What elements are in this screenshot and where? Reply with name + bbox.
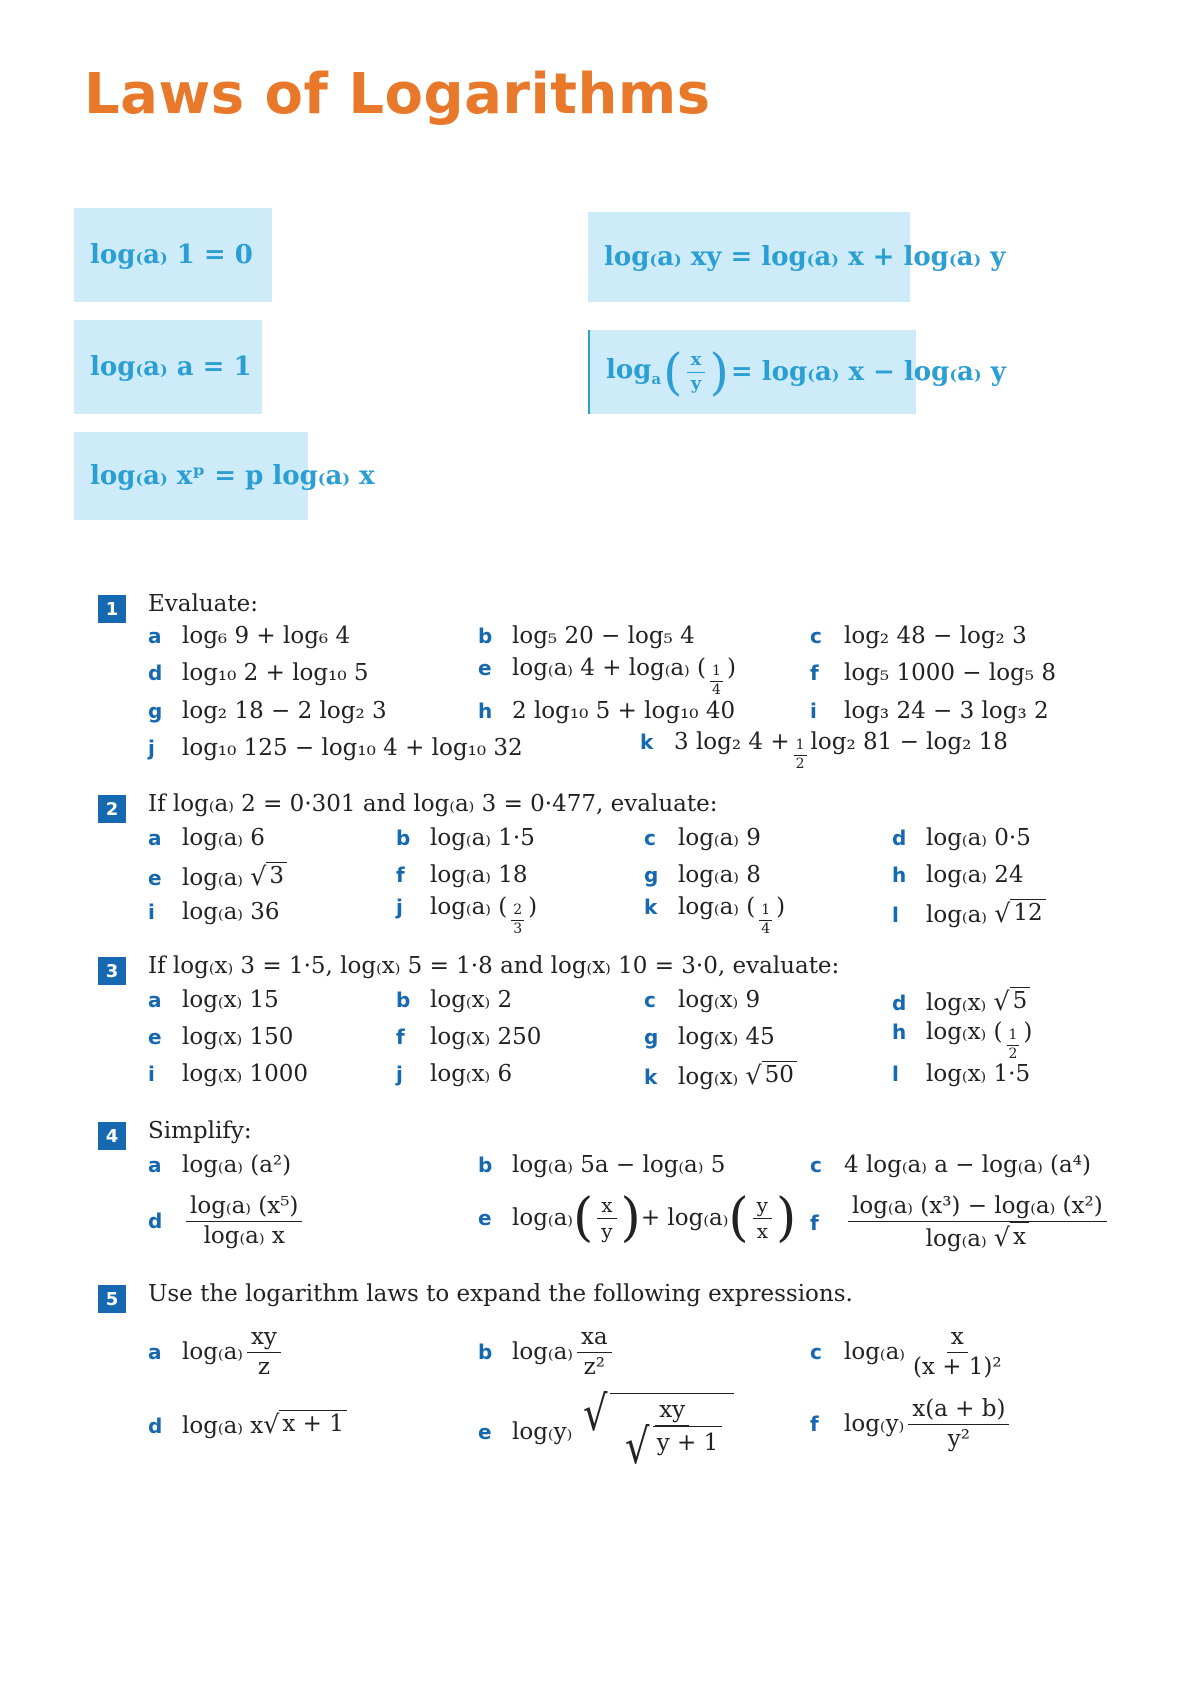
q3-item-a — [148, 987, 279, 1013]
q1-item-d — [148, 660, 369, 686]
frac-den: 4 — [761, 920, 771, 937]
q2-item-g — [644, 862, 761, 888]
frac-den: z² — [583, 1353, 605, 1380]
fraction — [597, 1193, 616, 1244]
item-expr: log₍a₎ — [844, 1339, 905, 1366]
item-letter: f — [396, 1025, 405, 1049]
frac-den: 2 — [1008, 1045, 1018, 1062]
item-letter: b — [396, 988, 411, 1012]
frac-num: x — [597, 1193, 616, 1219]
fraction — [908, 1395, 1009, 1454]
item-letter: e — [478, 1419, 492, 1444]
item-expr: log₍x₎ 2 — [430, 987, 513, 1013]
item-expr: log₍a₎ 0·5 — [926, 825, 1031, 851]
item-expr: log₍x₎ 1000 — [182, 1061, 309, 1087]
q2-item-b — [396, 825, 535, 851]
item-letter: a — [148, 988, 162, 1012]
q2-item-j: j log₍a₎ ( $\frac{2}{3}$ ) — [396, 894, 538, 937]
frac-num: 1 — [1007, 1027, 1020, 1046]
fraction — [186, 1192, 302, 1251]
q5-item-c — [810, 1323, 1010, 1382]
q3-item-g — [644, 1024, 775, 1050]
item-letter: d — [148, 1414, 163, 1438]
item-expr: log₍a₎ (a²) — [182, 1152, 292, 1178]
fraction — [1007, 1027, 1020, 1063]
q5-item-a — [148, 1323, 285, 1382]
q2-item-l — [892, 899, 1046, 928]
q1-item-e: e log₍a₎ 4 + log₍a₎ ( $\frac{1}{4}$ ) — [478, 655, 736, 698]
item-letter: f — [396, 863, 405, 887]
item-letter: f — [810, 1210, 819, 1235]
item-expr: log₁₀ 125 − log₁₀ 4 + log₁₀ 32 — [182, 735, 523, 761]
page-title: Laws of Logarithms — [84, 62, 711, 127]
item-expr: log₍a₎ 9 — [678, 825, 761, 851]
law-product-text: log₍a₎ xy = log₍a₎ x + log₍a₎ y — [604, 242, 1006, 272]
frac-num: y — [753, 1193, 772, 1219]
item-expr: log₃ 24 − 3 log₃ 2 — [844, 698, 1049, 724]
q3-item-h: h log₍x₎ ( $\frac{1}{2}$ ) — [892, 1019, 1033, 1062]
item-letter: a — [148, 1340, 162, 1365]
radical: √ y + 1 — [622, 1426, 722, 1469]
item-letter: e — [148, 866, 162, 890]
frac-den: log₍a₎ x — [203, 1222, 285, 1249]
item-expr: log₍x₎ 9 — [678, 987, 761, 1013]
item-expr: log₍x₎ 1·5 — [926, 1061, 1031, 1087]
q2-item-a — [148, 825, 265, 851]
fraction — [848, 1192, 1107, 1254]
fraction — [577, 1323, 612, 1382]
item-letter: h — [478, 699, 493, 723]
item-letter: c — [810, 624, 822, 648]
frac-den-log: log₍a₎ — [925, 1225, 987, 1252]
item-letter: d — [148, 661, 163, 685]
q1-item-f — [810, 660, 1056, 686]
item-letter: d — [892, 826, 907, 850]
question-number: 5 — [98, 1285, 126, 1313]
item-expr: log₍a₎ — [678, 894, 739, 920]
question-number: 2 — [98, 795, 126, 823]
question-heading: Use the logarithm laws to expand the following expressions. — [148, 1281, 853, 1307]
radicand: 50 — [762, 1061, 797, 1088]
item-expr: log₍a₎ 24 — [926, 862, 1024, 888]
q2-item-c — [644, 825, 761, 851]
frac-num: x — [687, 349, 706, 373]
item-expr: log₍a₎ — [512, 1205, 573, 1231]
item-letter: e — [478, 656, 492, 680]
q5-item-d — [148, 1410, 347, 1439]
item-letter: b — [478, 1153, 493, 1177]
q1-item-c — [810, 623, 1027, 649]
fraction — [247, 1323, 281, 1382]
q2-item-d — [892, 825, 1031, 851]
paren-fraction: ( $\frac{x}{y}$ ) — [572, 1188, 641, 1248]
q1-item-i — [810, 698, 1049, 724]
item-letter: b — [396, 826, 411, 850]
q2-item-e — [148, 862, 287, 891]
q2-item-k: k log₍a₎ ( $\frac{1}{4}$ ) — [644, 894, 786, 937]
q3-item-d — [892, 987, 1030, 1016]
fraction — [759, 902, 772, 938]
item-expr: log₍x₎ — [926, 990, 987, 1016]
radical: √ 5 — [994, 987, 1031, 1016]
item-expr: log₂ 48 − log₂ 3 — [844, 623, 1027, 649]
law-quotient-fraction: ( $\frac{x}{y}$ ) — [663, 343, 729, 401]
frac-den: 4 — [712, 681, 721, 698]
item-expr: log₍x₎ 15 — [182, 987, 279, 1013]
item-letter: b — [478, 624, 493, 648]
q1-item-j — [148, 735, 523, 761]
item-letter: c — [644, 988, 656, 1012]
paren-fraction: ( $\frac{y}{x}$ ) — [728, 1188, 797, 1248]
item-letter: e — [148, 1025, 162, 1049]
law-log-base — [74, 320, 262, 414]
q5-item-e — [478, 1386, 734, 1475]
question-heading: If log₍x₎ 3 = 1·5, log₍x₎ 5 = 1·8 and log₍x₎ 10 = 3·0, evaluate: — [148, 953, 840, 979]
law-log-base-text: log₍a₎ a = 1 — [90, 352, 252, 382]
frac-den: z — [257, 1353, 270, 1380]
radical: √ 12 — [994, 899, 1045, 928]
radical: √ 3 — [250, 862, 287, 891]
item-expr: + log₍a₎ — [640, 1205, 729, 1231]
item-expr: 2 log₁₀ 5 + log₁₀ 40 — [512, 698, 736, 724]
item-letter: g — [644, 863, 659, 887]
q3-item-i — [148, 1061, 308, 1087]
item-expr: log₂ 18 − 2 log₂ 3 — [182, 698, 387, 724]
frac-den — [618, 1418, 726, 1475]
q3-item-b — [396, 987, 512, 1013]
frac-num: log₍a₎ (x⁵) — [186, 1192, 302, 1222]
frac-den: 3 — [513, 920, 523, 937]
item-letter: a — [148, 1153, 162, 1177]
q4-item-b — [478, 1152, 725, 1178]
radicand: x + 1 — [279, 1410, 347, 1437]
item-expr: log₂ 81 − log₂ 18 — [810, 729, 1008, 755]
question-heading: If log₍a₎ 2 = 0·301 and log₍a₎ 3 = 0·477, evaluate: — [148, 791, 718, 817]
item-letter: f — [810, 661, 819, 685]
item-expr: log₍x₎ 45 — [678, 1024, 775, 1050]
radical: √ x — [994, 1222, 1029, 1254]
frac-num: x — [947, 1323, 968, 1353]
law-power-text: log₍a₎ xᵖ = p log₍a₎ x — [90, 461, 375, 491]
q3-item-c — [644, 987, 760, 1013]
item-letter: g — [644, 1025, 659, 1049]
q3-item-f — [396, 1024, 541, 1050]
law-quotient-lhs: $\log_a$ — [606, 355, 662, 389]
law-quotient — [588, 330, 1006, 414]
item-letter: i — [148, 900, 155, 924]
item-expr: log₍a₎ — [512, 1339, 573, 1366]
item-expr: log₆ 9 + log₆ 4 — [182, 623, 351, 649]
fraction — [511, 902, 524, 938]
big-radical: √ xy √ y + 1 — [580, 1393, 735, 1471]
item-letter: b — [478, 1340, 493, 1365]
fraction — [710, 663, 723, 699]
item-expr: 4 log₍a₎ a − log₍a₎ (a⁴) — [844, 1152, 1091, 1178]
q4-item-a — [148, 1152, 291, 1178]
q1-item-h — [478, 698, 735, 724]
radicand: 12 — [1010, 899, 1045, 926]
question-heading: Evaluate: — [148, 591, 258, 617]
item-expr: log₍x₎ — [926, 1019, 987, 1045]
frac-num: 1 — [759, 902, 772, 921]
radicand: 3 — [266, 862, 287, 889]
item-expr: log₍a₎ 6 — [182, 825, 265, 851]
question-number: 3 — [98, 957, 126, 985]
frac-num: 1 — [794, 737, 807, 756]
frac-den: y² — [947, 1425, 970, 1452]
q5-item-b — [478, 1323, 616, 1382]
frac-num: xy — [247, 1323, 281, 1353]
q1-item-g — [148, 698, 387, 724]
item-letter: f — [810, 1412, 819, 1437]
item-expr: log₍a₎ — [430, 894, 491, 920]
q4-item-d — [148, 1192, 306, 1251]
fraction — [753, 1193, 772, 1244]
item-letter: a — [148, 826, 162, 850]
item-letter: c — [810, 1340, 822, 1365]
law-log-one — [74, 208, 272, 302]
q1-item-a — [148, 623, 350, 649]
item-letter: e — [478, 1206, 492, 1230]
law-log-one-text: log₍a₎ 1 = 0 — [90, 240, 253, 270]
item-expr: log₍x₎ 250 — [430, 1024, 542, 1050]
item-letter: h — [892, 863, 907, 887]
frac-den: x — [756, 1218, 768, 1243]
fraction — [794, 737, 807, 773]
frac-den: (x + 1)² — [912, 1353, 1002, 1380]
q5-item-f — [810, 1395, 1013, 1454]
question-number: 4 — [98, 1122, 126, 1150]
item-letter: c — [644, 826, 656, 850]
item-expr: log₍x₎ — [678, 1064, 739, 1090]
item-expr: log₍a₎ — [182, 865, 243, 891]
radicand: 5 — [1010, 987, 1031, 1014]
item-expr: log₅ 1000 − log₅ 8 — [844, 660, 1056, 686]
q2-item-f — [396, 862, 528, 888]
frac-num: x(a + b) — [908, 1395, 1009, 1425]
item-letter: k — [644, 895, 658, 919]
frac-den: y — [690, 372, 702, 394]
item-expr: log₍a₎ 1·5 — [430, 825, 535, 851]
q3-item-k — [644, 1061, 797, 1090]
item-expr: log₍a₎ — [182, 1339, 243, 1366]
item-letter: a — [148, 624, 162, 648]
item-expr: log₍a₎ 8 — [678, 862, 761, 888]
item-letter: j — [396, 895, 403, 919]
item-letter: c — [810, 1153, 822, 1177]
item-expr: log₍y₎ — [844, 1411, 905, 1438]
item-expr: log₍x₎ 150 — [182, 1024, 294, 1050]
radicand: x — [1010, 1222, 1029, 1252]
item-expr: log₍a₎ x — [182, 1413, 264, 1439]
radical: √ x + 1 — [263, 1410, 347, 1439]
item-letter: l — [892, 1062, 899, 1086]
fraction — [618, 1396, 726, 1475]
item-letter: i — [148, 1062, 155, 1086]
item-letter: j — [148, 736, 155, 760]
q3-item-l — [892, 1061, 1030, 1087]
item-expr: log₁₀ 2 + log₁₀ 5 — [182, 660, 369, 686]
frac-num: xa — [577, 1323, 612, 1353]
q3-item-e — [148, 1024, 293, 1050]
law-power — [74, 432, 375, 520]
item-expr: log₍a₎ 36 — [182, 899, 280, 925]
item-expr: log₍a₎ 18 — [430, 862, 528, 888]
q1-item-b — [478, 623, 695, 649]
radicand: y + 1 — [653, 1426, 723, 1458]
q4-item-c — [810, 1152, 1091, 1178]
q3-item-j — [396, 1061, 512, 1087]
radical: √ 50 — [746, 1061, 797, 1090]
frac-num: 2 — [511, 902, 524, 921]
item-letter: l — [892, 903, 899, 927]
question-number: 1 — [98, 595, 126, 623]
item-letter: k — [644, 1065, 658, 1089]
item-letter: i — [810, 699, 817, 723]
frac-num: 1 — [710, 663, 723, 682]
frac-den: 2 — [795, 755, 805, 772]
item-expr: 3 log₂ 4 + — [674, 729, 790, 755]
q4-item-e — [478, 1188, 797, 1248]
item-letter: k — [640, 730, 654, 754]
q1-item-k — [640, 729, 1008, 773]
item-letter: h — [892, 1020, 907, 1044]
question-heading: Simplify: — [148, 1118, 252, 1144]
q2-item-h — [892, 862, 1024, 888]
q2-item-i — [148, 899, 280, 925]
frac-den: y — [601, 1218, 613, 1243]
item-expr: log₍a₎ 4 + log₍a₎ — [512, 655, 690, 681]
item-letter: d — [892, 991, 907, 1015]
item-expr: log₍y₎ — [512, 1418, 573, 1445]
item-letter: j — [396, 1062, 403, 1086]
item-expr: log₍a₎ — [926, 902, 987, 928]
item-expr: log₍x₎ 6 — [430, 1061, 513, 1087]
item-expr: log₍a₎ 5a − log₍a₎ 5 — [512, 1152, 726, 1178]
fraction — [909, 1323, 1006, 1382]
item-letter: d — [148, 1209, 163, 1234]
item-expr: log₅ 20 − log₅ 4 — [512, 623, 695, 649]
law-product — [588, 212, 1006, 302]
law-quotient-rhs: = log₍a₎ x − log₍a₎ y — [730, 357, 1006, 387]
frac-den — [922, 1222, 1033, 1254]
frac-num: log₍a₎ (x³) − log₍a₎ (x²) — [848, 1192, 1107, 1222]
item-letter: g — [148, 699, 163, 723]
frac-num: xy — [655, 1396, 689, 1426]
q4-item-f — [810, 1192, 1111, 1254]
